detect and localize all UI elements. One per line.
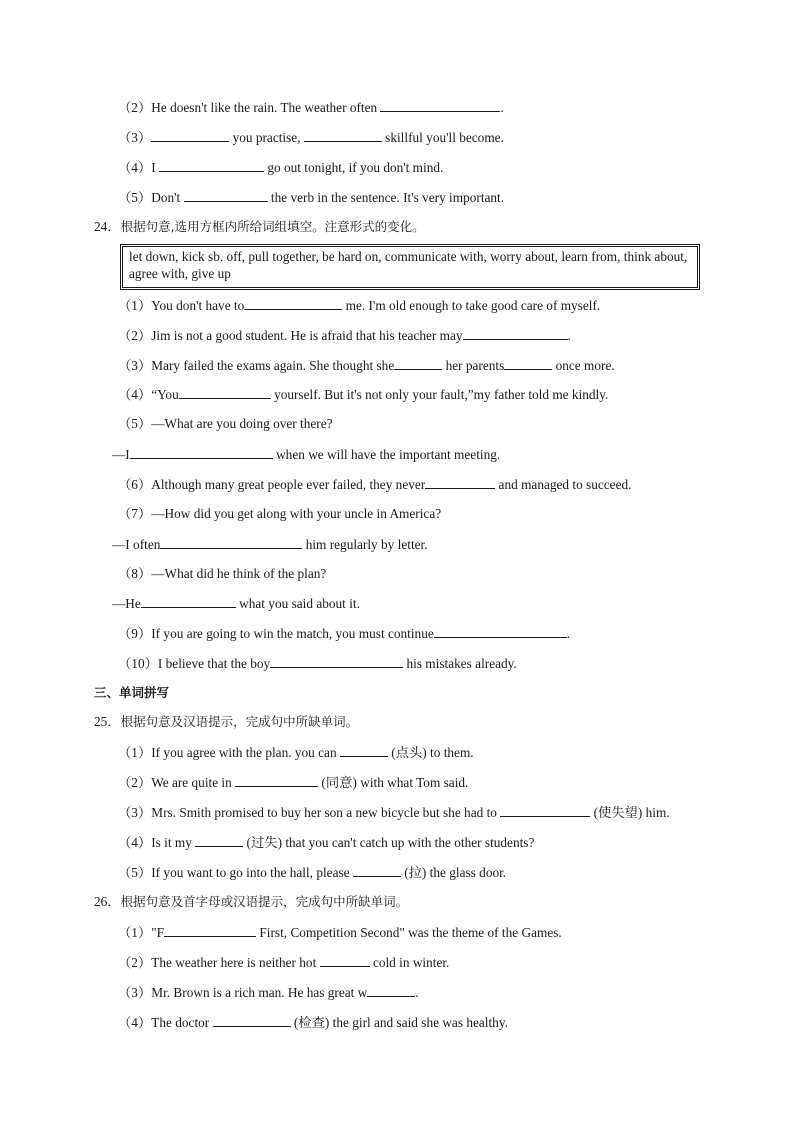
answer-blank[interactable] <box>130 446 273 459</box>
q23-item-4: （4）I go out tonight, if you don't mind. <box>118 160 444 175</box>
q24-item-9: （9）If you are going to win the match, you must continue . <box>118 626 571 641</box>
answer-blank[interactable] <box>463 327 568 340</box>
q23-item-5: （5）Don't the verb in the sentence. It's very important. <box>118 190 505 205</box>
q26-item-2: （2）The weather here is neither hot cold in winter. <box>118 955 450 970</box>
answer-blank[interactable] <box>179 386 271 399</box>
answer-blank[interactable] <box>340 744 388 757</box>
answer-blank[interactable] <box>213 1014 291 1027</box>
q26-item-1: （1）"F First, Competition Second" was the theme of the Games. <box>118 925 562 940</box>
answer-blank[interactable] <box>304 129 382 142</box>
q24-item-4: （4）“You yourself. But it's not only your fault,”my father told me kindly. <box>118 387 609 402</box>
q26-heading: 26．根据句意及首字母或汉语提示，完成句中所缺单词。 <box>94 894 409 909</box>
word-bank-text: let down, kick sb. off, pull together, be hard on, communicate with, worry about, learn from, think about, agree with, give up <box>129 249 688 281</box>
answer-blank[interactable] <box>353 864 401 877</box>
answer-blank[interactable] <box>320 954 370 967</box>
answer-blank[interactable] <box>367 984 415 997</box>
q25-heading: 25．根据句意及汉语提示，完成句中所缺单词。 <box>94 714 359 729</box>
answer-blank[interactable] <box>434 625 567 638</box>
answer-blank[interactable] <box>380 99 500 112</box>
q25-item-2: （2）We are quite in (同意) with what Tom said. <box>118 775 469 790</box>
q25-item-5: （5）If you want to go into the hall, please (拉) the glass door. <box>118 865 507 880</box>
q24-item-5-answer: —I when we will have the important meeting. <box>112 447 501 462</box>
q24-item-7: （7）—How did you get along with your uncle in America? <box>118 506 442 521</box>
q25-item-4: （4）Is it my (过失) that you can't catch up with the other students? <box>118 835 535 850</box>
answer-blank[interactable] <box>159 159 264 172</box>
answer-blank[interactable] <box>164 924 256 937</box>
answer-blank[interactable] <box>184 189 268 202</box>
answer-blank[interactable] <box>270 655 403 668</box>
answer-blank[interactable] <box>425 476 495 489</box>
q24-heading: 24．根据句意,选用方框内所给词组填空。注意形式的变化。 <box>94 219 425 234</box>
answer-blank[interactable] <box>500 804 590 817</box>
q24-item-7-answer: —I often him regularly by letter. <box>112 537 428 552</box>
q23-item-2: （2）He doesn't like the rain. The weather often . <box>118 100 504 115</box>
q24-item-8: （8）—What did he think of the plan? <box>118 566 327 581</box>
q25-item-3: （3）Mrs. Smith promised to buy her son a new bicycle but she had to (使失望) him. <box>118 805 670 820</box>
q24-item-1: （1）You don't have to me. I'm old enough to take good care of myself. <box>118 298 601 313</box>
q26-item-3: （3）Mr. Brown is a rich man. He has great w . <box>118 985 419 1000</box>
answer-blank[interactable] <box>244 297 342 310</box>
answer-blank[interactable] <box>394 357 442 370</box>
q26-item-4: （4）The doctor (检查) the girl and said she was healthy. <box>118 1015 508 1030</box>
q24-item-8-answer: —He what you said about it. <box>112 596 360 611</box>
section-heading: 三、单词拼写 <box>94 685 170 700</box>
answer-blank[interactable] <box>151 129 229 142</box>
q23-item-3: （3） you practise, skillful you'll become. <box>118 130 504 145</box>
answer-blank[interactable] <box>141 595 236 608</box>
answer-blank[interactable] <box>504 357 552 370</box>
answer-blank[interactable] <box>195 834 243 847</box>
q24-item-10: （10）I believe that the boy his mistakes already. <box>118 656 517 671</box>
q24-item-3: （3）Mary failed the exams again. She thought she her parents once more. <box>118 358 615 373</box>
q24-item-5: （5）—What are you doing over there? <box>118 416 333 431</box>
q24-item-6: （6）Although many great people ever failed, they never and managed to succeed. <box>118 477 632 492</box>
answer-blank[interactable] <box>160 536 302 549</box>
answer-blank[interactable] <box>235 774 318 787</box>
q25-item-1: （1）If you agree with the plan. you can (点头) to them. <box>118 745 474 760</box>
q24-item-2: （2）Jim is not a good student. He is afraid that his teacher may . <box>118 328 571 343</box>
